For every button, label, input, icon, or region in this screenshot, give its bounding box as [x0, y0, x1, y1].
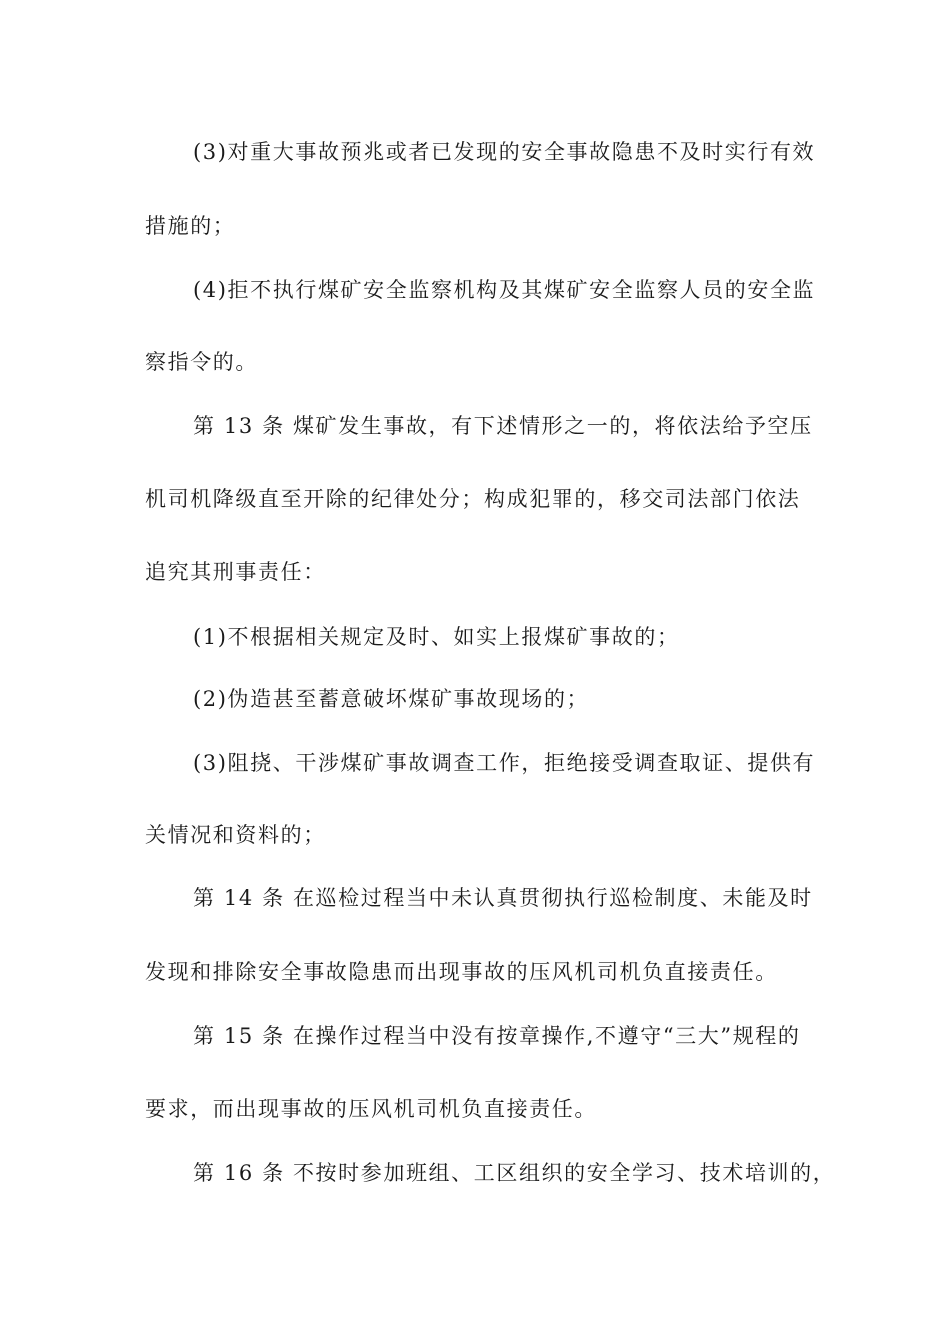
text-line: 发现和排除安全事故隐患而出现事故的压风机司机负直接责任。 — [145, 960, 778, 984]
text-line: 措施的； — [145, 214, 236, 238]
text-line: (2)伪造甚至蓄意破坏煤矿事故现场的； — [193, 687, 590, 711]
text-line: 第 15 条 在操作过程当中没有按章操作,不遵守“三大”规程的 — [193, 1024, 801, 1048]
text-line: 追究其刑事责任： — [145, 560, 326, 584]
text-line: 机司机降级直至开除的纪律处分；构成犯罪的，移交司法部门依法 — [145, 487, 801, 511]
text-line: 关情况和资料的； — [145, 823, 326, 847]
text-line: 要求，而出现事故的压风机司机负直接责任。 — [145, 1097, 597, 1121]
text-line: (3)阻挠、干涉煤矿事故调查工作，拒绝接受调查取证、提供有 — [193, 751, 816, 775]
text-line: 察指令的。 — [145, 350, 258, 374]
text-line: 第 13 条 煤矿发生事故，有下述情形之一的，将依法给予空压 — [193, 414, 813, 438]
text-line: 第 14 条 在巡检过程当中未认真贯彻执行巡检制度、未能及时 — [193, 886, 813, 910]
text-line: (4)拒不执行煤矿安全监察机构及其煤矿安全监察人员的安全监 — [193, 278, 816, 302]
text-line: (3)对重大事故预兆或者已发现的安全事故隐患不及时实行有效 — [193, 140, 816, 164]
text-line: 第 16 条 不按时参加班组、工区组织的安全学习、技术培训的， — [193, 1161, 836, 1185]
text-line: (1)不根据相关规定及时、如实上报煤矿事故的； — [193, 625, 680, 649]
